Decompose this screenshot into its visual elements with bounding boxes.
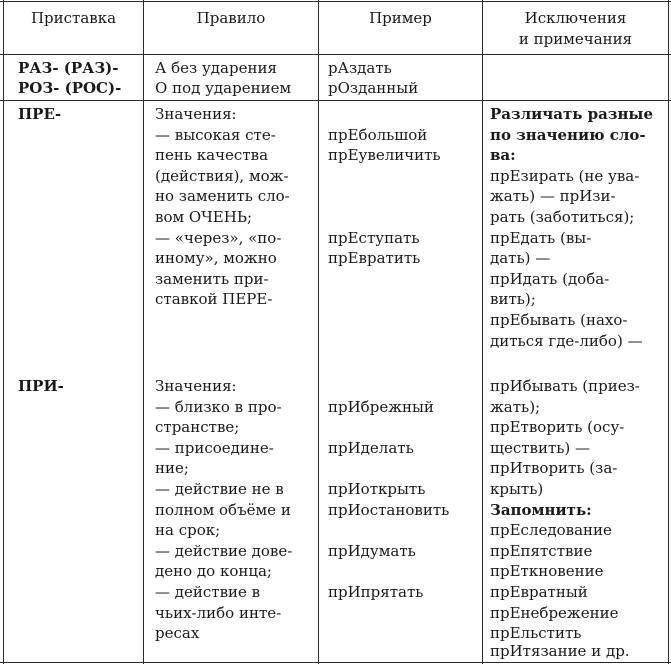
note-line: жать); — [490, 397, 541, 416]
prefix-roz: РОЗ- (РОС)- — [18, 79, 122, 97]
note-line: прИбывать (приез- — [490, 377, 640, 395]
note-line: прИдать (доба- — [490, 269, 610, 288]
prefix-pri: ПРИ- — [18, 377, 64, 395]
remember-word: прЕпятствие — [490, 541, 593, 560]
header-rule: Правило — [196, 9, 266, 27]
prefix-raz: РАЗ- (РАЗ)- — [18, 59, 119, 77]
rule-text: — высокая сте- — [155, 125, 276, 144]
note-line: прЕтворить (осу- — [490, 418, 625, 437]
example-word: прЕбольшой — [328, 125, 428, 144]
notes-heading: по значению сло- — [490, 125, 646, 144]
example-word: прИбрежный — [328, 397, 434, 416]
rule-line — [318, 0, 319, 664]
rule-line — [0, 662, 671, 663]
rule-text: ресах — [155, 624, 200, 643]
remember-word: прЕнебрежение — [490, 603, 619, 622]
rule-text: заменить при- — [155, 269, 269, 288]
note-line: крыть) — [490, 480, 544, 498]
remember-word: прЕвратный — [490, 583, 588, 601]
example-word: прИпрятать — [328, 583, 424, 601]
rule-line — [0, 54, 671, 55]
rule-text: вом ОЧЕНЬ; — [155, 208, 252, 226]
rule-text: иному», можно — [155, 249, 277, 268]
rule-text: — «через», «по- — [155, 228, 282, 247]
rule-text: странстве; — [155, 418, 240, 437]
note-line: прИтворить (за- — [490, 459, 618, 478]
remember-label: Запомнить: — [490, 500, 592, 519]
remember-word: прЕльстить — [490, 624, 582, 643]
notes-heading: Различать разные — [490, 105, 654, 123]
rule-line — [0, 100, 671, 101]
rule-text: (действия), мож- — [155, 166, 289, 185]
remember-word: прИтязание и др. — [490, 642, 630, 660]
rule-text: чьих-либо инте- — [155, 603, 282, 622]
note-line: ществить) — — [490, 438, 591, 457]
header-notes-line2: и примечания — [518, 30, 633, 48]
prefix-pre: ПРЕ- — [18, 105, 62, 123]
rule-text: на срок; — [155, 521, 221, 540]
rule-text: но заменить сло- — [155, 187, 290, 206]
note-line: прЕзирать (не ува- — [490, 166, 640, 185]
rule-text: пень качества — [155, 146, 269, 165]
header-notes-line1: Исключения — [524, 9, 627, 27]
header-example: Пример — [369, 9, 432, 27]
rule-line — [143, 0, 144, 664]
example-word: прЕступать — [328, 228, 420, 247]
example-word: прЕвратить — [328, 249, 421, 268]
notes-heading: ва: — [490, 146, 516, 165]
rule-text: Значения: — [155, 105, 237, 123]
rule-text: полном объёме и — [155, 500, 291, 519]
example-word: рАздать — [328, 59, 392, 77]
rule-text: ние; — [155, 459, 189, 478]
rule-text: А без ударения — [155, 59, 277, 77]
rule-line — [482, 0, 483, 664]
example-word: прИостановить — [328, 500, 450, 519]
example-word: прИоткрыть — [328, 480, 426, 498]
note-line: прЕдать (вы- — [490, 228, 592, 247]
note-line: рать (заботиться); — [490, 208, 635, 226]
rule-text: О под ударением — [155, 79, 292, 97]
note-line: диться где-либо) — — [490, 331, 643, 350]
rule-text: — присоедине- — [155, 438, 274, 457]
example-word: рОзданный — [328, 79, 419, 97]
rule-line — [0, 1, 671, 2]
rule-text: — близко в про- — [155, 397, 282, 416]
example-word: прИдумать — [328, 541, 416, 560]
rule-line — [3, 0, 4, 664]
note-line: жать) — прИзи- — [490, 187, 616, 206]
remember-word: прЕследование — [490, 521, 612, 540]
rule-line — [668, 0, 669, 664]
rule-text: — действие не в — [155, 480, 284, 498]
rule-text: — действие дове- — [155, 541, 293, 560]
header-prefix: Приставка — [30, 9, 117, 27]
remember-word: прЕткновение — [490, 562, 604, 581]
note-line: вить); — [490, 290, 536, 309]
rule-text: Значения: — [155, 377, 237, 395]
rule-text: ставкой ПЕРЕ- — [155, 290, 273, 309]
rule-text: — действие в — [155, 583, 261, 601]
example-word: прИделать — [328, 438, 414, 457]
note-line: дать) — — [490, 249, 551, 268]
example-word: прЕувеличить — [328, 146, 441, 165]
note-line: прЕбывать (нахо- — [490, 311, 628, 329]
rule-text: дено до конца; — [155, 562, 272, 581]
